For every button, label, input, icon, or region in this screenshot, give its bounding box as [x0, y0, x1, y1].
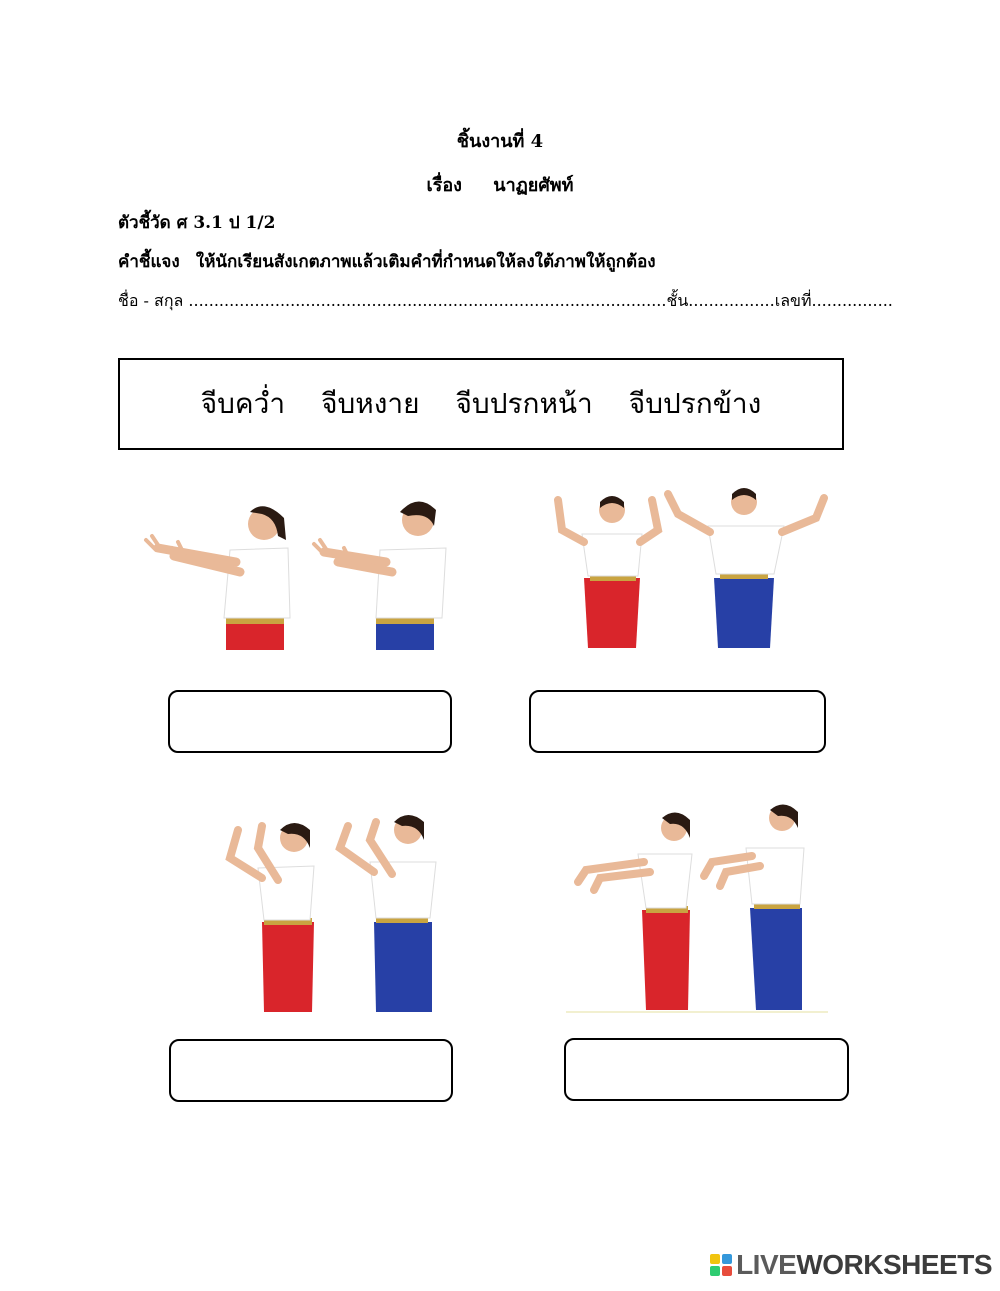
photo-dancers-1 [138, 490, 458, 650]
word-bank-item: จีบหงาย [321, 387, 420, 420]
answer-box-2[interactable] [529, 690, 826, 753]
photo-dancers-3 [218, 808, 442, 1014]
answer-box-1[interactable] [168, 690, 452, 753]
subject-label: เรื่อง [426, 175, 462, 196]
name-class-number-line: ชื่อ - สกุล ..............................................................................................ชั้น.................เลขที่................ [118, 291, 893, 310]
word-bank-item: จีบปรกข้าง [628, 387, 762, 420]
answer-input-3[interactable] [171, 1041, 451, 1100]
worksheet-title: ชิ้นงานที่ 4 [456, 131, 544, 152]
logo-text-worksheets: WORKSHEETS [796, 1249, 992, 1280]
instruction-text: ให้นักเรียนสังเกตภาพแล้วเติมคำที่กำหนดให้ลงใต้ภาพให้ถูกต้อง [195, 252, 656, 272]
word-bank [118, 358, 844, 450]
answer-input-2[interactable] [531, 692, 824, 751]
dancer-red [230, 823, 314, 1012]
liveworksheets-logo [710, 1249, 992, 1281]
dancer-blue [704, 804, 804, 1010]
dancer-red [146, 506, 290, 650]
dancer-blue [340, 815, 436, 1012]
answer-input-4[interactable] [566, 1040, 847, 1099]
instruction [118, 248, 656, 275]
word-bank-item: จีบคว่ำ [200, 387, 286, 420]
dancer-blue [668, 488, 824, 648]
indicator: ตัวชี้วัด ศ 3.1 ป 1/2 [118, 213, 276, 233]
instruction-label: คำชี้แจง [118, 252, 180, 272]
answer-box-4[interactable] [564, 1038, 849, 1101]
dancer-red [558, 496, 658, 648]
logo-tiles-icon [710, 1254, 732, 1276]
subject-name: นาฏยศัพท์ [493, 175, 574, 196]
answer-box-3[interactable] [169, 1039, 453, 1102]
photo-dancers-4 [566, 800, 828, 1014]
word-bank-item: จีบปรกหน้า [455, 387, 593, 420]
logo-text-live: LIVE [736, 1249, 797, 1280]
answer-input-1[interactable] [170, 692, 450, 751]
photo-dancers-2 [548, 486, 838, 650]
dancer-blue [314, 501, 446, 650]
dancer-red [578, 812, 692, 1010]
worksheet-subject [0, 170, 1000, 199]
